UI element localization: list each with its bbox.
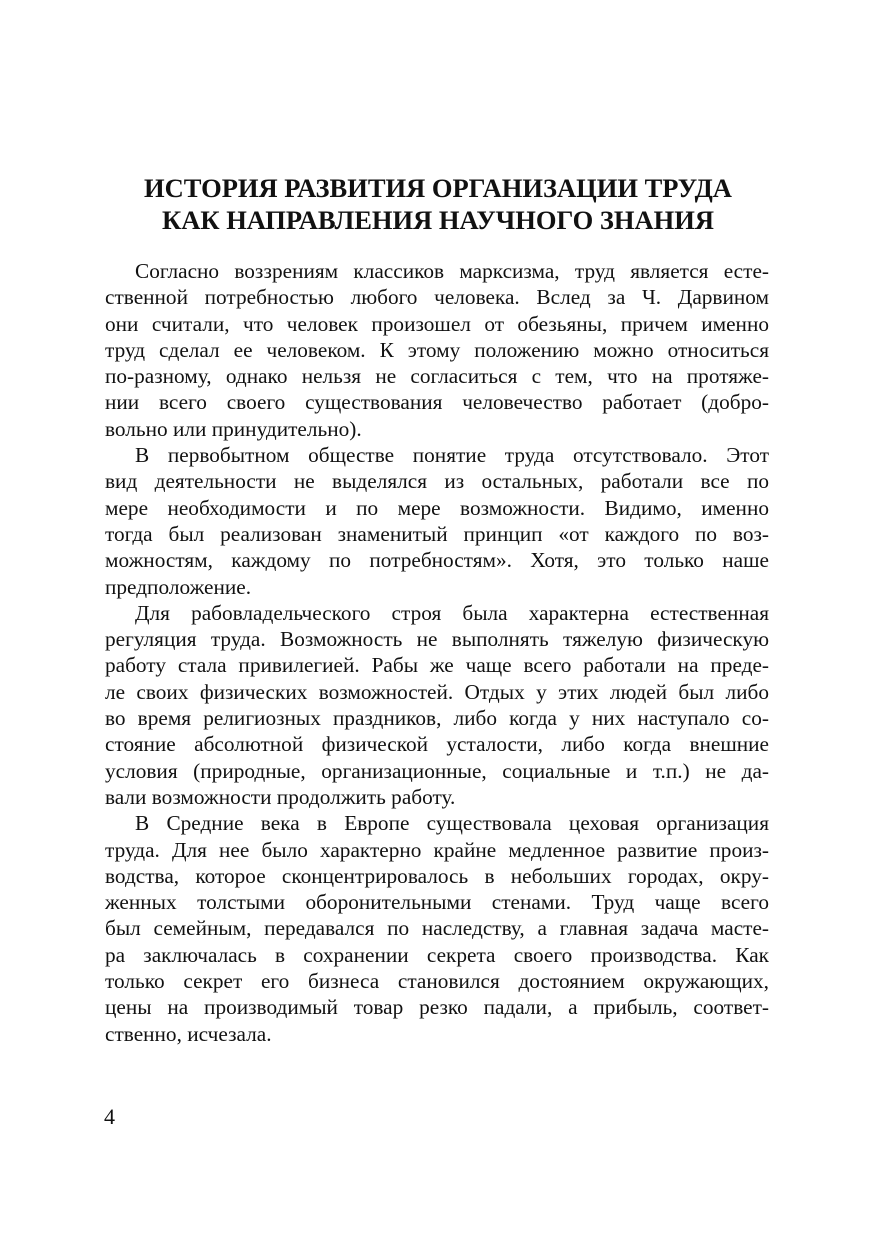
paragraph — [105, 258, 769, 442]
text-line: вид деятельности не выделялся из остальных, работали все по — [105, 469, 769, 494]
text-line: ра заключалась в сохранении секрета своего производства. Как — [105, 942, 769, 967]
text-line: регуляция труда. Возможность не выполнять тяжелую физическую — [105, 627, 769, 652]
text-line: стояние абсолютной физической усталости, либо когда внешние — [105, 732, 769, 757]
text-line: ле своих физических возможностей. Отдых у этих людей был либо — [105, 679, 769, 704]
text-line: только секрет его бизнеса становился достоянием окружающих, — [105, 969, 769, 994]
chapter-title — [0, 172, 876, 236]
text-line: цены на производимый товар резко падали, а прибыль, соответ- — [105, 995, 769, 1020]
text-line: Согласно воззрениям классиков марксизма, труд является есте- — [135, 259, 769, 283]
paragraph — [105, 810, 769, 1047]
text-line: был семейным, передавался по наследству, а главная задача масте- — [105, 916, 769, 941]
text-line: вали возможности продолжить работу. — [105, 784, 456, 809]
text-line: нии всего своего существования человечество работает (добро- — [105, 390, 769, 415]
text-line: В Средние века в Европе существовала цеховая организация — [135, 811, 769, 836]
text-line: вольно или принудительно). — [105, 416, 362, 441]
text-line: работу стала привилегией. Рабы же чаще всего работали на преде- — [105, 653, 769, 678]
chapter-title-line: ИСТОРИЯ РАЗВИТИЯ ОРГАНИЗАЦИИ ТРУДА — [144, 173, 732, 203]
text-line: водства, которое сконцентрировалось в небольших городах, окру- — [105, 863, 769, 888]
text-line: В первобытном обществе понятие труда отсутствовало. Этот — [135, 443, 769, 468]
paragraph — [105, 600, 769, 810]
text-line: тогда был реализован знаменитый принцип «от каждого по воз- — [105, 521, 769, 546]
text-line: ственной потребностью любого человека. Вслед за Ч. Дарвином — [105, 285, 769, 310]
text-line: мере необходимости и по мере возможности. Видимо, именно — [105, 495, 769, 520]
text-line: ственно, исчезала. — [105, 1021, 272, 1046]
text-line: труд сделал ее человеком. К этому положению можно относиться — [105, 337, 769, 362]
text-line: по-разному, однако нельзя не согласиться с тем, что на протяже- — [105, 364, 769, 389]
text-line: Для рабовладельческого строя была характерна естественная — [135, 600, 769, 625]
paragraph — [105, 442, 769, 600]
text-line: женных толстыми оборонительными стенами. Труд чаще всего — [105, 890, 769, 915]
text-line: труда. Для нее было характерно крайне медленное развитие произ- — [105, 837, 769, 862]
text-line: во время религиозных праздников, либо когда у них наступало со- — [105, 706, 769, 731]
chapter-title-line: КАК НАПРАВЛЕНИЯ НАУЧНОГО ЗНАНИЯ — [162, 205, 714, 235]
page-number: 4 — [104, 1104, 115, 1129]
text-line: предположение. — [105, 574, 252, 599]
text-line: условия (природные, организационные, социальные и т.п.) не да- — [105, 758, 769, 783]
text-line: можностям, каждому по потребностям». Хотя, это только наше — [105, 548, 769, 573]
text-line: они считали, что человек произошел от обезьяны, причем именно — [105, 311, 769, 336]
body-text — [105, 258, 769, 1047]
